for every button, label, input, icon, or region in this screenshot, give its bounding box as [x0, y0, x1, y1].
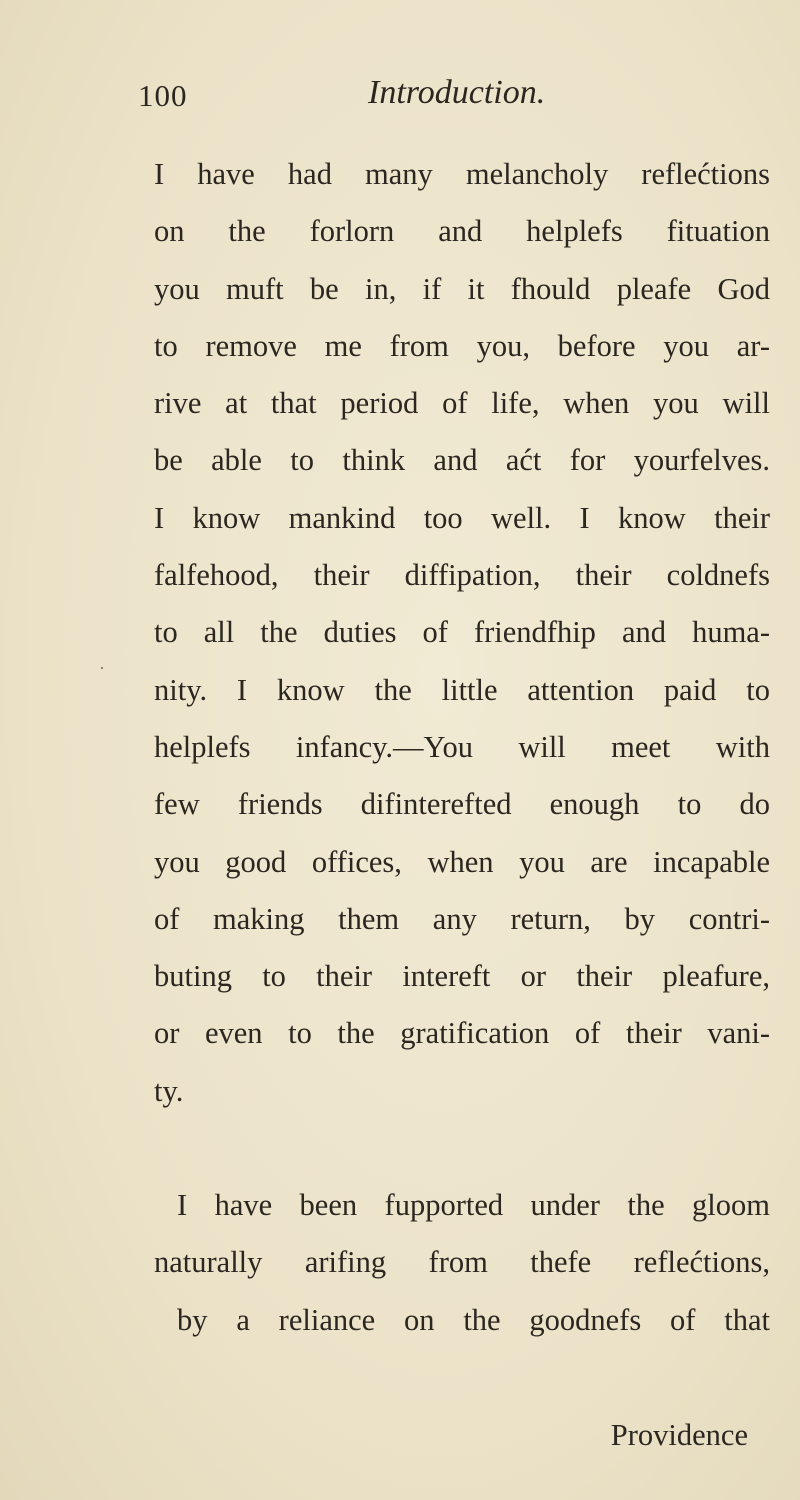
paragraph-1 [154, 146, 770, 1120]
text-line: on the forlorn and helplefs fituation [154, 214, 770, 249]
text-line: of making them any return, by contri- [154, 901, 770, 936]
text-line: or even to the gratification of their vani- [154, 1016, 770, 1051]
text-line: nity. I know the little attention paid to [154, 672, 770, 707]
catchword: Providence [610, 1418, 748, 1452]
text-line: naturally arifing from thefe reflećtions, [154, 1245, 770, 1280]
text-line: you muft be in, if it fhould pleafe God [154, 271, 770, 306]
running-head [0, 74, 800, 118]
text-line: to all the duties of friendfhip and huma- [154, 615, 770, 650]
margin-mark: · [99, 658, 105, 678]
text-line: falfehood, their diffipation, their coldnefs [154, 558, 770, 593]
text-line: rive at that period of life, when you will [154, 386, 770, 421]
paragraph-gap [154, 1120, 770, 1177]
text-line: be able to think and aćt for yourfelves. [154, 443, 770, 478]
text-line: ty. [154, 1073, 184, 1108]
text-line: I have been fupported under the gloom [177, 1188, 770, 1223]
paragraph-2 [154, 1177, 770, 1349]
body-text [154, 146, 770, 1349]
text-line: to remove me from you, before you ar- [154, 328, 770, 363]
text-line: helplefs infancy.—You will meet with [154, 729, 770, 764]
text-line: by a reliance on the goodnefs of that [177, 1302, 770, 1337]
page-number: 100 [138, 78, 188, 113]
page-header-title: Introduction. [368, 74, 546, 111]
text-line: I have had many melancholy reflećtions [154, 157, 770, 191]
text-line: you good offices, when you are incapable [154, 844, 770, 879]
text-line: I know mankind too well. I know their [154, 500, 770, 535]
text-line: few friends difinterefted enough to do [154, 787, 770, 822]
text-line: buting to their intereft or their pleafure, [154, 959, 770, 994]
